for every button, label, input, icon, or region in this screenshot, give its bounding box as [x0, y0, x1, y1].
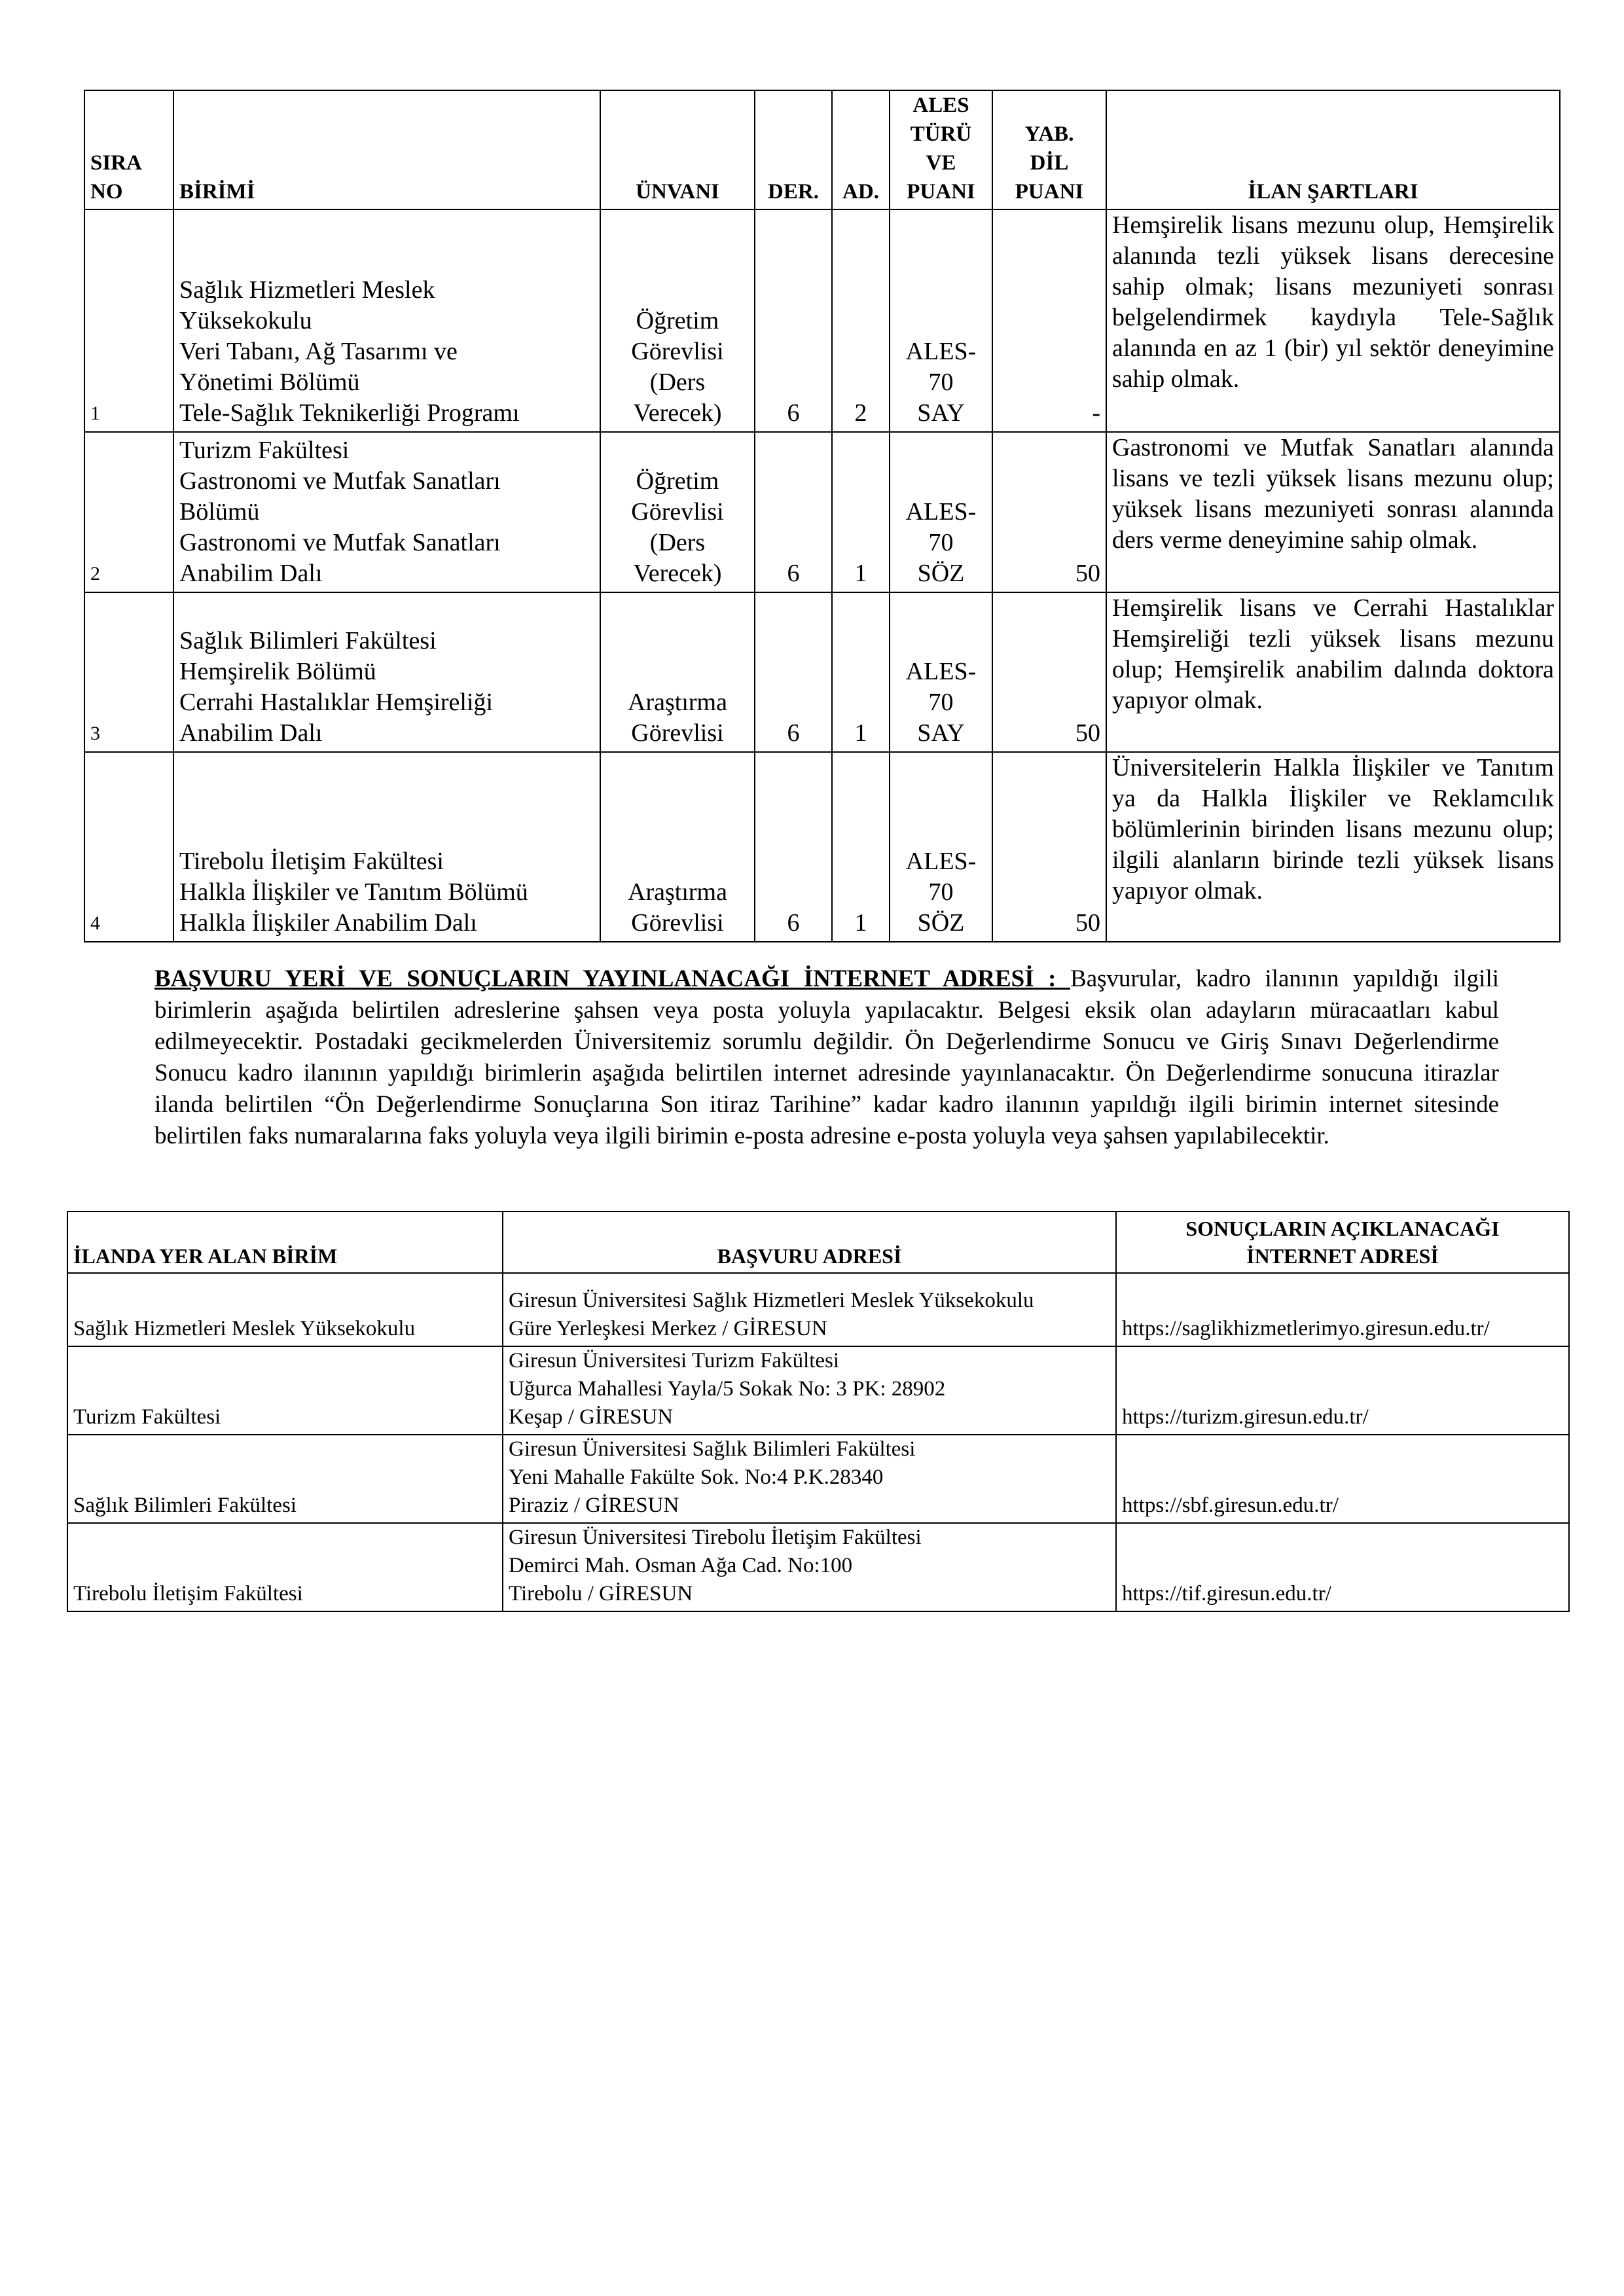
row-internet-link[interactable]: https://tif.giresun.edu.tr/	[1116, 1523, 1569, 1611]
header-ilan-sartlari: İLAN ŞARTLARI	[1106, 90, 1560, 209]
table-row	[84, 209, 1560, 432]
row-der: 6	[755, 432, 832, 592]
row-internet-link[interactable]: https://sbf.giresun.edu.tr/	[1116, 1435, 1569, 1523]
header-ilanda-yer-alan-birim: İLANDA YER ALAN BİRİM	[67, 1211, 503, 1273]
row-ad: 2	[832, 209, 890, 432]
row-ad: 1	[832, 752, 890, 942]
row-adres: Giresun Üniversitesi Sağlık Hizmetleri Meslek Yüksekokulu Güre Yerleşkesi Merkez / GİRESUN	[503, 1273, 1116, 1346]
address-header-row	[67, 1211, 1569, 1273]
row-ilan-sartlari: Hemşirelik lisans ve Cerrahi Hastalıklar Hemşireliği tezli yüksek lisans mezunu olup; Hemşirelik anabilim dalında doktora yapıyor olmak.	[1106, 592, 1560, 752]
header-ales: ALES TÜRÜ VE PUANI	[890, 90, 992, 209]
row-yab-dil: 50	[992, 752, 1106, 942]
header-birimi: BİRİMİ	[173, 90, 600, 209]
row-ad: 1	[832, 592, 890, 752]
row-unvani: Öğretim Görevlisi (Ders Verecek)	[600, 209, 755, 432]
row-birim: Turizm Fakültesi	[67, 1346, 503, 1435]
row-der: 6	[755, 752, 832, 942]
positions-table	[84, 90, 1561, 942]
header-sira-no: SIRA NO	[84, 90, 173, 209]
table-row	[67, 1435, 1569, 1523]
row-sira: 4	[84, 752, 173, 942]
row-der: 6	[755, 592, 832, 752]
table-row	[67, 1273, 1569, 1346]
row-sira: 2	[84, 432, 173, 592]
row-ilan-sartlari: Gastronomi ve Mutfak Sanatları alanında lisans ve tezli yüksek lisans mezunu olup; yüksek lisans mezuniyeti sonrası alanında ders verme deneyimine sahip olmak.	[1106, 432, 1560, 592]
header-der: DER.	[755, 90, 832, 209]
header-basvuru-adresi: BAŞVURU ADRESİ	[503, 1211, 1116, 1273]
row-ad: 1	[832, 432, 890, 592]
row-adres: Giresun Üniversitesi Sağlık Bilimleri Fakültesi Yeni Mahalle Fakülte Sok. No:4 P.K.28340 Piraziz / GİRESUN	[503, 1435, 1116, 1523]
row-sira: 1	[84, 209, 173, 432]
row-ales: ALES- 70 SAY	[890, 592, 992, 752]
row-birimi: Sağlık Bilimleri Fakültesi Hemşirelik Bölümü Cerrahi Hastalıklar Hemşireliği Anabilim Dalı	[173, 592, 600, 752]
row-sira: 3	[84, 592, 173, 752]
row-adres: Giresun Üniversitesi Tirebolu İletişim Fakültesi Demirci Mah. Osman Ağa Cad. No:100 Tirebolu / GİRESUN	[503, 1523, 1116, 1611]
header-yab-dil: YAB. DİL PUANI	[992, 90, 1106, 209]
table-row	[67, 1523, 1569, 1611]
table-row	[84, 432, 1560, 592]
row-unvani: Araştırma Görevlisi	[600, 752, 755, 942]
row-ales: ALES- 70 SÖZ	[890, 752, 992, 942]
row-birim: Sağlık Hizmetleri Meslek Yüksekokulu	[67, 1273, 503, 1346]
row-ales: ALES- 70 SAY	[890, 209, 992, 432]
row-birimi: Sağlık Hizmetleri Meslek Yüksekokulu Veri Tabanı, Ağ Tasarımı ve Yönetimi Bölümü Tele-Sağlık Teknikerliği Programı	[173, 209, 600, 432]
row-birimi: Tirebolu İletişim Fakültesi Halkla İlişkiler ve Tanıtım Bölümü Halkla İlişkiler Anabilim Dalı	[173, 752, 600, 942]
row-adres: Giresun Üniversitesi Turizm Fakültesi Uğurca Mahallesi Yayla/5 Sokak No: 3 PK: 28902 Keşap / GİRESUN	[503, 1346, 1116, 1435]
table-row	[67, 1346, 1569, 1435]
header-internet-adresi: SONUÇLARIN AÇIKLANACAĞI İNTERNET ADRESİ	[1116, 1211, 1569, 1273]
header-ad: AD.	[832, 90, 890, 209]
row-birimi: Turizm Fakültesi Gastronomi ve Mutfak Sanatları Bölümü Gastronomi ve Mutfak Sanatları Anabilim Dalı	[173, 432, 600, 592]
application-info-body: Başvurular, kadro ilanının yapıldığı ilgili birimlerin aşağıda belirtilen adreslerine şahsen veya posta yoluyla yapılacaktır. Belgesi eksik olan adayların müracaatları kabul edilmeyecektir. Postadaki gecikmelerden Üniversitemiz sorumlu değildir. Ön Değerlendirme Sonucu ve Giriş Sınavı Değerlendirme Sonucu kadro ilanının yapıldığı birimlerin aşağıda belirtilen internet adresinde yayınlanacaktır. Ön Değerlendirme sonucuna itirazlar ilanda belirtilen “Ön Değerlendirme Sonuçlarına Son itiraz Tarihine” kadar kadro ilanının yapıldığı ilgili birimin internet sitesinde belirtilen faks numaralarına faks yoluyla veya ilgili birimin e-posta adresine e-posta yoluyla veya şahsen yapılabilecektir.	[154, 965, 1500, 1149]
row-ilan-sartlari: Hemşirelik lisans mezunu olup, Hemşirelik alanında tezli yüksek lisans derecesine sahip olmak; lisans mezuniyeti sonrası belgelendirmek kaydıyla Tele-Sağlık alanında en az 1 (bir) yıl sektör deneyimine sahip olmak.	[1106, 209, 1560, 432]
table-row	[84, 592, 1560, 752]
row-unvani: Öğretim Görevlisi (Ders Verecek)	[600, 432, 755, 592]
row-internet-link[interactable]: https://turizm.giresun.edu.tr/	[1116, 1346, 1569, 1435]
row-unvani: Araştırma Görevlisi	[600, 592, 755, 752]
application-info-heading: BAŞVURU YERİ VE SONUÇLARIN YAYINLANACAĞI İNTERNET ADRESİ :	[154, 965, 1071, 992]
row-der: 6	[755, 209, 832, 432]
row-ilan-sartlari: Üniversitelerin Halkla İlişkiler ve Tanıtım ya da Halkla İlişkiler ve Reklamcılık bölümlerinin birinden lisans mezunu olup; ilgili alanların birinde tezli yüksek lisans yapıyor olmak.	[1106, 752, 1560, 942]
row-yab-dil: 50	[992, 592, 1106, 752]
address-table	[67, 1211, 1570, 1612]
header-unvani: ÜNVANI	[600, 90, 755, 209]
row-yab-dil: -	[992, 209, 1106, 432]
application-info-paragraph	[154, 963, 1499, 1152]
table-row	[84, 752, 1560, 942]
positions-header-row	[84, 90, 1560, 209]
row-internet-link[interactable]: https://saglikhizmetlerimyo.giresun.edu.tr/	[1116, 1273, 1569, 1346]
row-yab-dil: 50	[992, 432, 1106, 592]
row-ales: ALES- 70 SÖZ	[890, 432, 992, 592]
row-birim: Tirebolu İletişim Fakültesi	[67, 1523, 503, 1611]
row-birim: Sağlık Bilimleri Fakültesi	[67, 1435, 503, 1523]
